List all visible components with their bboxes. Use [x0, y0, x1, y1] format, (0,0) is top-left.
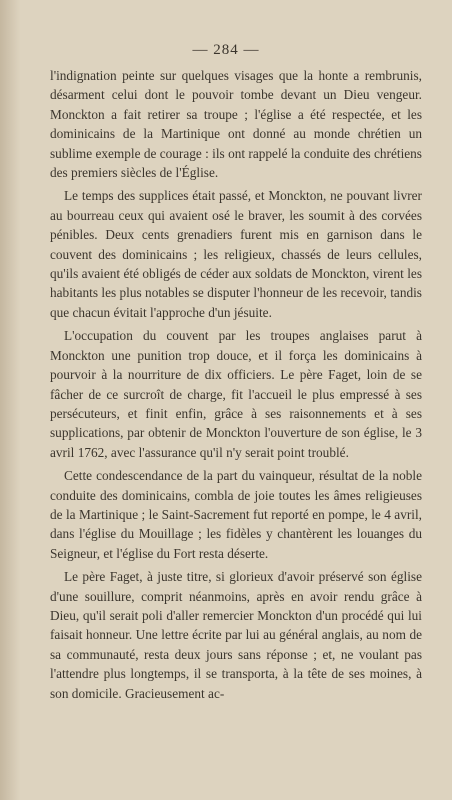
paragraph-1: l'indignation peinte sur quelques visages que la honte a rembrunis, désarment celui dont le pouvoir tombe devant un Dieu vengeur. Monckton a fait retirer sa troupe ; l'église a été respectée, et les dominicains de la Martinique ont donné au monde chrétien un sublime exemple de courage : ils ont rappelé la conduite des chrétiens des premiers siècles de l'Église.	[50, 68, 422, 181]
paragraph-5: Le père Faget, à juste titre, si glorieux d'avoir préservé son église d'une souillure, comprit néanmoins, après en avoir rendu grâce à Dieu, qu'il serait poli d'aller remercier Monckton d'un procédé qui lui faisait honneur. Une lettre écrite par lui au général anglais, au nom de sa communauté, resta deux jours sans réponse ; et, ne voulant pas l'attendre plus longtemps, il se transporta, à la tête de ses moines, à son domicile. Gracieusement ac-	[50, 569, 422, 701]
paragraph-4: Cette condescendance de la part du vainqueur, résultat de la noble conduite des dominicains, combla de joie toutes les âmes religieuses de la Martinique ; le Saint-Sacrement fut reporté en pompe, le 4 avril, dans l'église du Mouillage ; les fidèles y chantèrent les louanges du Seigneur, et l'église du Fort resta déserte.	[50, 468, 422, 561]
page-body	[50, 66, 422, 707]
paragraph-2: Le temps des supplices était passé, et Monckton, ne pouvant livrer au bourreau ceux qui avaient osé le braver, les soumit à des corvées pénibles. Deux cents grenadiers furent mis en garnison dans le couvent des dominicains ; les religieux, chassés de leurs cellules, qu'ils avaient été obligés de céder aux soldats de Monckton, virent les habitants les plus notables se disputer l'honneur de les recevoir, tandis que chacun évitait l'approche d'un jésuite.	[50, 188, 422, 320]
page-number: — 284 —	[192, 42, 260, 58]
paragraph-3: L'occupation du couvent par les troupes anglaises parut à Monckton une punition trop douce, et il força les dominicains à pourvoir à la nourriture de dix officiers. Le père Faget, loin de se fâcher de ce surcroît de charge, fit l'accueil le plus empressé à ses persécuteurs, et finit enfin, grâce à ses raisonnements et à ses supplications, par obtenir de Monckton l'ouverture de son église, le 3 avril 1762, avec l'assurance qu'il n'y serait point troublé.	[50, 328, 422, 460]
